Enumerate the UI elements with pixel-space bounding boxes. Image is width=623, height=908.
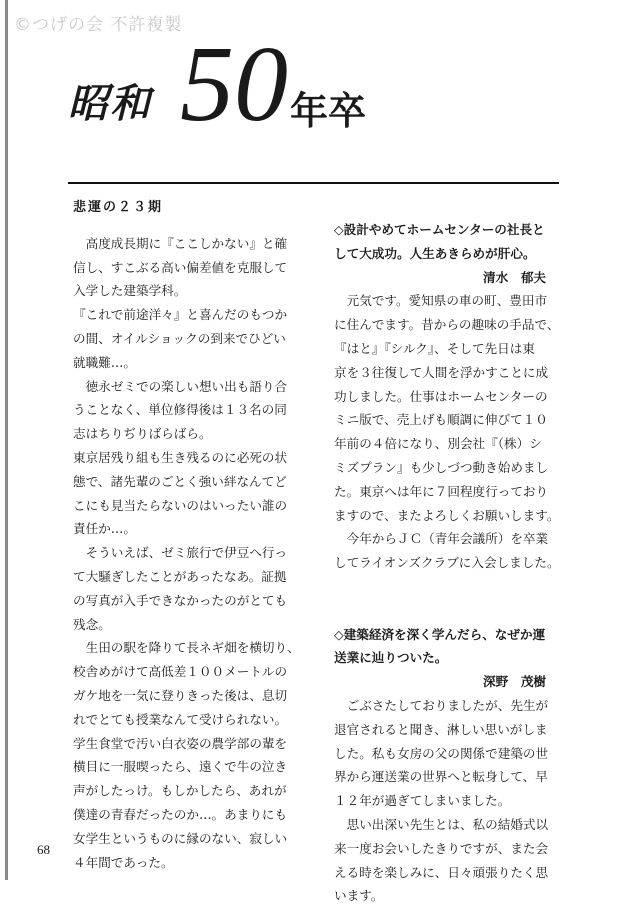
text-line: してライオンズクラブに入会しました。 — [334, 555, 560, 571]
left-column-heading: 悲運の２３期 — [73, 200, 164, 215]
right-column — [334, 218, 558, 908]
article-headline-line: して大成功。人生あきらめが肝心。 — [334, 245, 536, 261]
text-line: 『はと』『シルク』、そして先日は東 — [334, 340, 535, 356]
article-fukano — [334, 623, 558, 908]
text-line: そういえば、ゼミ旅行で伊豆へ行っ — [73, 545, 288, 561]
text-line: 信し、すこぶる高い偏差値を克服して — [73, 259, 288, 275]
text-line: 責任か…。 — [73, 521, 136, 537]
title-year-number: 50 — [180, 25, 288, 144]
text-line: 僕達の青春だったのか…。あまりにも — [73, 806, 288, 822]
text-line: 横目に一服喫ったら、遠くで牛の泣き — [73, 759, 288, 775]
text-line: 来一度お会いしたきりですが、また会 — [334, 840, 549, 856]
text-line: います。 — [334, 888, 384, 904]
article-body — [334, 694, 558, 908]
article-headline-line: ◇設計やめてホームセンターの社長と — [334, 222, 545, 237]
text-line: 元気です。愛知県の車の町、豊田市 — [334, 293, 548, 309]
text-line: える時を楽しみに、日々頑張りたく思 — [334, 864, 549, 880]
article-shimizu — [334, 218, 558, 575]
text-line: 志はちりぢりばらばら。 — [73, 426, 212, 442]
text-line: 就職難…。 — [73, 354, 136, 370]
text-line: 生田の駅を降りて長ネギ畑を横切り、 — [73, 640, 300, 656]
left-column-body — [73, 232, 303, 875]
article-headline-line: ◇建築経済を深く学んだら、なぜか運 — [334, 626, 546, 642]
text-line: 徳永ゼミでの楽しい想い出も語り合 — [73, 378, 288, 394]
text-line: 今年からＪＣ（青年会議所）を卒業 — [334, 531, 549, 547]
scan-edge-line — [5, 0, 8, 880]
title-era: 昭和 — [68, 81, 152, 127]
article-body — [334, 289, 558, 575]
text-line: の写真が入手できなかったのがとても — [73, 592, 288, 608]
text-line: 学生食堂で汚い白衣姿の農学部の輩を — [73, 735, 288, 751]
text-line: の間、オイルショックの到来でひどい — [73, 330, 286, 346]
section-gap — [334, 599, 558, 623]
text-line: 界から運送業の世界へと転身して、早 — [334, 769, 548, 785]
text-line: ますので、またよろしくお願いします。 — [334, 507, 560, 523]
text-line: ガケ地を一気に登りきった後は、息切 — [73, 687, 288, 703]
text-line: ４年間であった。 — [73, 854, 174, 870]
article-author: 深野 茂樹 — [483, 674, 546, 690]
text-line: 高度成長期に『ここしかない』と確 — [73, 235, 288, 251]
text-line: に住んでます。昔からの趣味の手品で、 — [334, 317, 560, 333]
article-author: 清水 郁夫 — [483, 269, 546, 285]
text-line: 思い出深い先生とは、私の結婚式以 — [334, 816, 549, 832]
text-line: した。私も女房の父の関係で建築の世 — [334, 745, 549, 761]
title-suffix: 年卒 — [290, 89, 367, 133]
text-line: こにも見当たらないのはいったい誰の — [73, 497, 288, 513]
text-line: ミニ版で、売上げも順調に伸びて１０ — [334, 412, 548, 428]
article-headline-line: 送業に辿りついた。 — [334, 650, 448, 666]
left-column — [73, 196, 303, 874]
text-line: 入学した建築学科。 — [73, 283, 187, 299]
text-line: て大騒ぎしたことがあったなあ。証拠 — [73, 568, 287, 584]
text-line: 功しました。仕事はホームセンターの — [334, 388, 548, 404]
text-line: 女学生というものに縁のない、寂しい — [73, 830, 288, 846]
text-line: 東京居残り組も生き残るのに必死の状 — [73, 449, 288, 465]
text-line: １２年が過ぎてしまいました。 — [334, 793, 511, 809]
text-line: 声がしたっけ。もしかしたら、あれが — [73, 783, 287, 799]
text-line: 校舎めがけて高低差１００メートルの — [73, 664, 288, 680]
text-line: 年前の４倍になり、別会社『（株）シ — [334, 436, 542, 452]
section-gap — [334, 575, 558, 599]
text-line: た。東京へは年に７回程度行っており — [334, 483, 549, 499]
copyright-watermark: ©つげの会 不許複製 — [14, 15, 183, 35]
text-line: 『これで前途洋々』と喜んだのもつか — [73, 307, 288, 323]
text-line: ミズプラン』も少しづつ動き始めまし — [334, 459, 549, 475]
text-line: れでとても授業なんて受けられない。 — [73, 711, 288, 727]
title-divider — [68, 182, 559, 184]
text-line: ごぶさたしておりましたが、先生が — [334, 697, 549, 713]
text-line: うことなく、単位修得後は１３名の同 — [73, 402, 287, 418]
page-number: 68 — [37, 842, 50, 857]
text-line: 退官されると聞き、淋しい思いがしま — [334, 721, 548, 737]
text-line: 残念。 — [73, 616, 111, 632]
text-line: 態で、諸先輩のごとく強い絆なんてど — [73, 473, 287, 489]
text-line: 京を３往復して人間を浮かすことに成 — [334, 364, 549, 380]
